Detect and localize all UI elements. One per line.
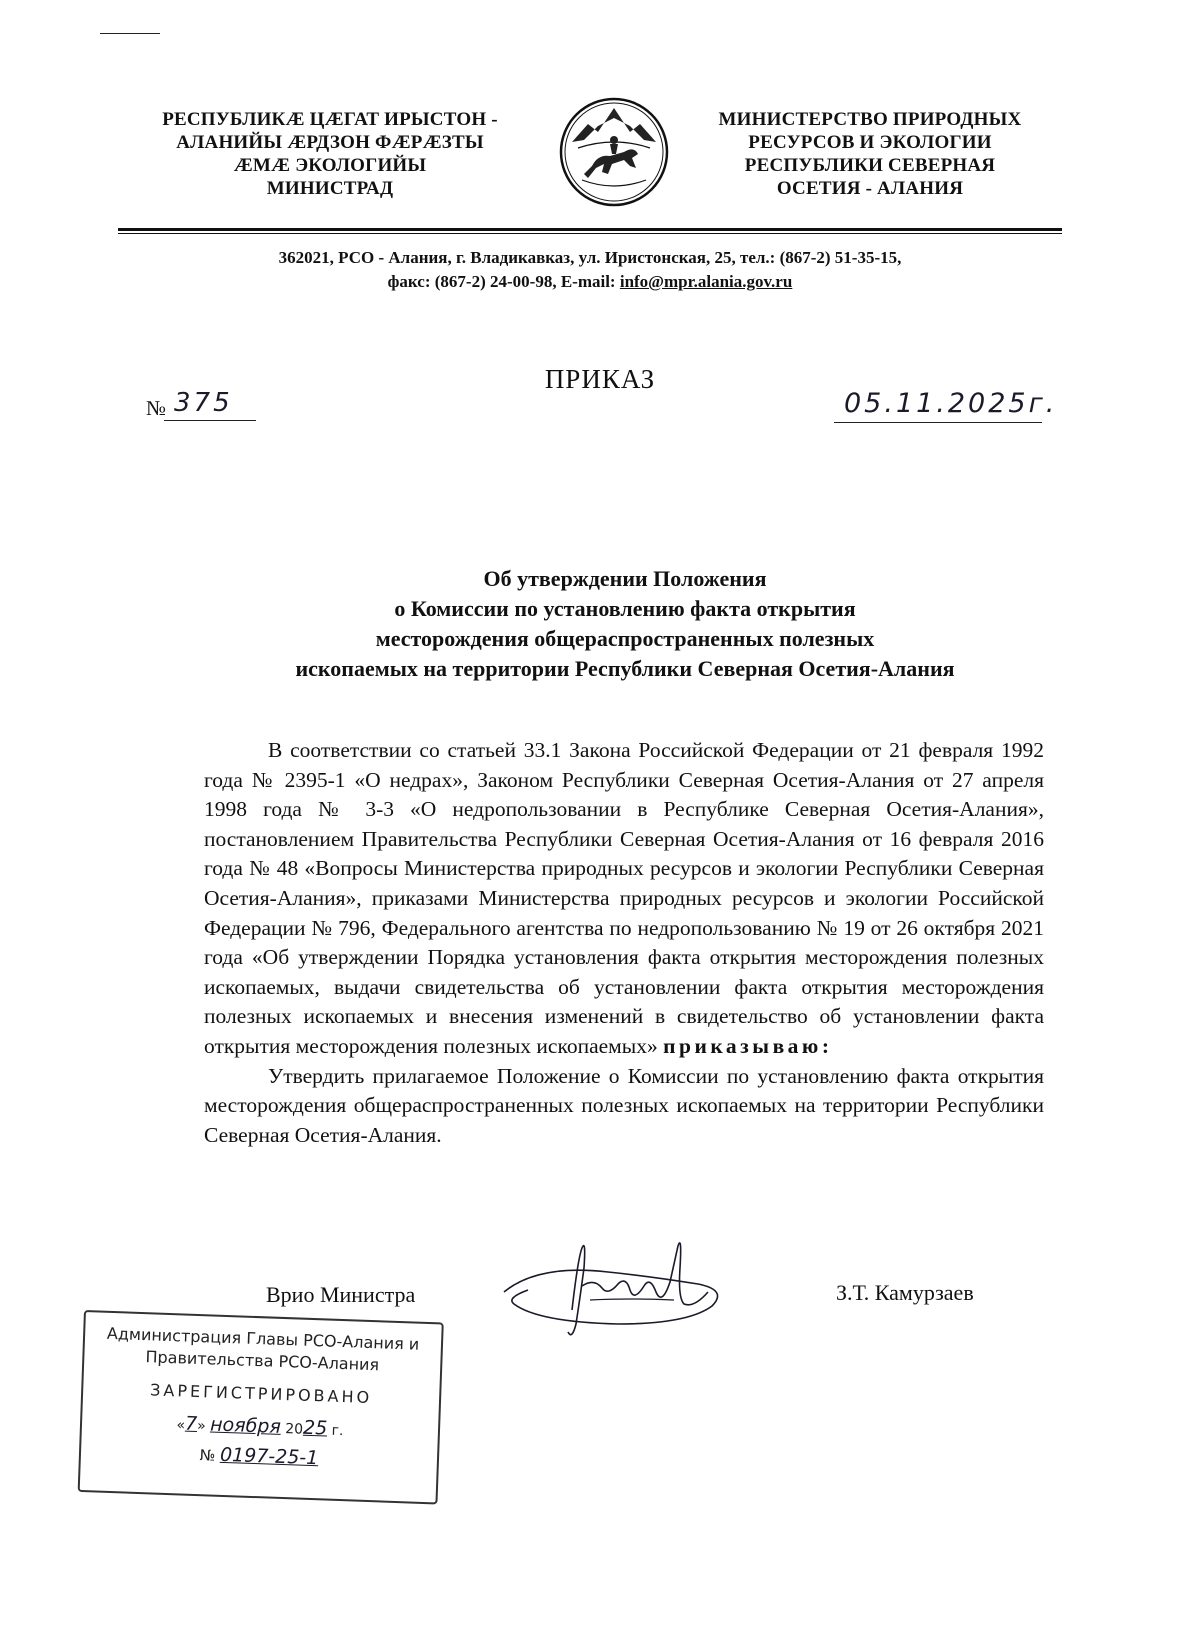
stamp-number [81, 1439, 438, 1473]
order-date [834, 388, 1058, 428]
stamp-day: 7 [184, 1412, 198, 1436]
stamp-year-unit: г. [331, 1422, 344, 1440]
address-line-1: 362021, РСО - Алания, г. Владикавказ, ул. Иристонская, 25, тел.: (867-2) 51-35-15, [278, 248, 902, 267]
stamp-month: ноября [209, 1413, 282, 1438]
header-left-org: РЕСПУБЛИКÆ ЦÆГАТ ИРЫСТОН - АЛАНИЙЫ ÆРДЗОН ФÆРÆЗТЫ ÆМÆ ЭКОЛОГИЙЫ МИНИСТРАД [162, 109, 498, 199]
header-right-org: МИНИСТЕРСТВО ПРИРОДНЫХ РЕСУРСОВ И ЭКОЛОГИИ РЕСПУБЛИКИ СЕВЕРНАЯ ОСЕТИЯ - АЛАНИЯ [718, 109, 1022, 199]
body-paragraph-1 [204, 736, 1044, 1062]
stamp-line-2: Правительства РСО-Алания [145, 1347, 380, 1375]
stamp-number-value: 0197-25-1 [219, 1443, 319, 1470]
address-block [118, 246, 1062, 294]
coat-of-arms-icon [558, 96, 670, 208]
stamp-registered: ЗАРЕГИСТРИРОВАНО [149, 1380, 373, 1408]
stamp-line-1: Администрация Главы РСО-Алания и [106, 1323, 420, 1354]
order-number-label: № [146, 396, 167, 420]
stamp-number-label: № [199, 1446, 216, 1465]
order-date-value: 05.11.2025г. [844, 388, 1058, 419]
header-divider-thin [118, 233, 1062, 234]
directive-text: приказываю: [663, 1033, 833, 1058]
header-divider [118, 228, 1062, 231]
document-title: ПРИКАЗ [544, 364, 656, 394]
order-subject: Об утверждении Положения о Комиссии по установлению факта открытия месторождения общераспространенных полезных ископаемых на территории Республики Северная Осетия-Алания [295, 566, 955, 681]
signatory-name: З.Т. Камурзаев [836, 1280, 974, 1305]
email-link[interactable]: info@mpr.alania.gov.ru [619, 272, 793, 291]
order-number [146, 390, 266, 426]
stamp-year-suffix: 25 [302, 1416, 328, 1440]
registration-stamp [78, 1310, 444, 1504]
body-paragraph-2: Утвердить прилагаемое Положение о Комиссии по установлению факта открытия месторождения общераспространенных полезных ископаемых на территории Республики Северная Осетия-Алания. [204, 1063, 1044, 1147]
body-paragraph-1-text: В соответствии со статьей 33.1 Закона Российской Федерации от 21 февраля 1992 года № 2395-1 «О недрах», Законом Республики Северная Осетия-Алания от 27 апреля 1998 года № 3-3 «О недропользовании в Республике Северная Осетия-Алания», постановлением Правительства Республики Северная Осетия-Алания от 16 февраля 2016 года № 48 «Вопросы Министерства природных ресурсов и экологии Республики Северная Осетия-Алания», приказами Министерства природных ресурсов и экологии Российской Федерации № 796, Федерального агентства по недропользованию № 19 от 26 октября 2021 года «Об утверждении Порядка установления факта открытия месторождения полезных ископаемых, выдачи свидетельства об установлении факта открытия месторождения полезных ископаемых и внесения изменений в свидетельство об установлении факта открытия месторождения полезных ископаемых» [204, 738, 1044, 1058]
order-number-underline [164, 420, 256, 421]
order-number-value: 375 [174, 388, 233, 418]
handwritten-signature [498, 1228, 734, 1348]
signatory-title: Врио Министра [266, 1282, 416, 1307]
order-date-underline [834, 422, 1042, 423]
stamp-date: «7» ноября 2025 г. [176, 1412, 344, 1440]
address-fax: факс: (867-2) 24-00-98, E-mail: [387, 272, 620, 291]
order-body [204, 736, 1044, 1150]
address-line-2 [118, 270, 1062, 294]
stamp-year-prefix: 20 [284, 1421, 304, 1438]
top-margin-mark [100, 33, 160, 34]
